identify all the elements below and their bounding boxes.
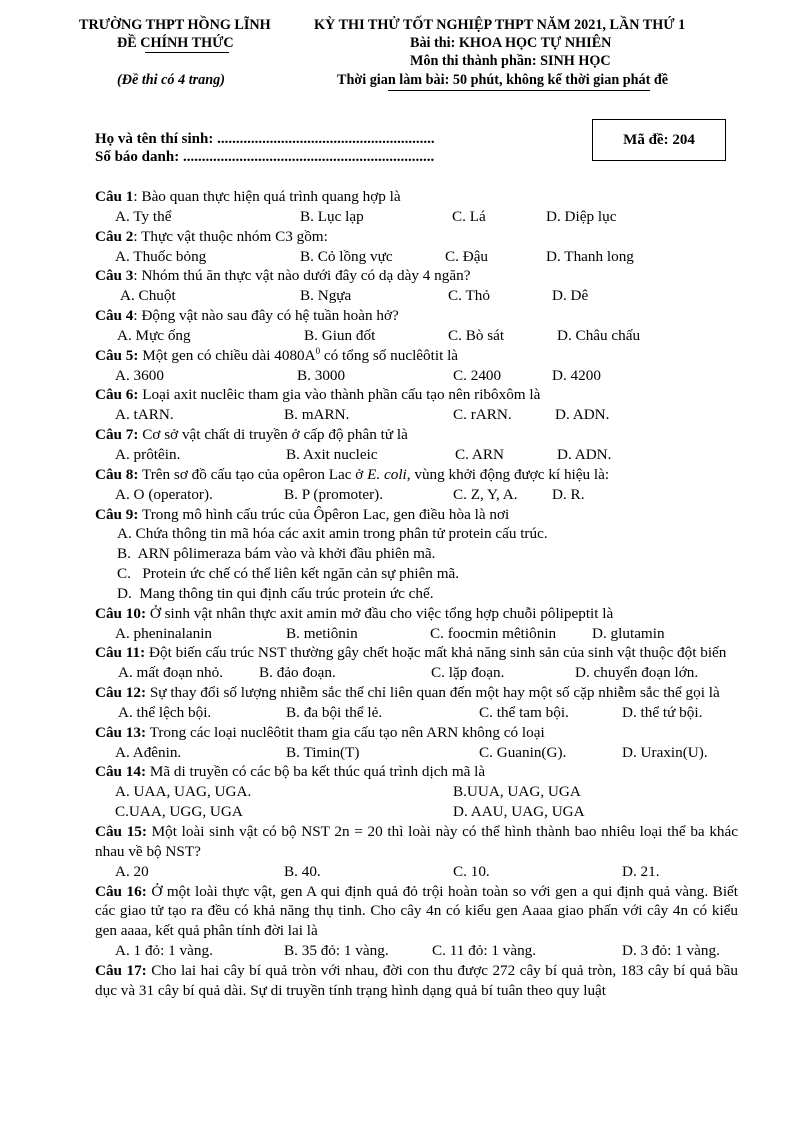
answer-option: C. thể tam bội. (479, 703, 569, 721)
option-row (95, 445, 738, 465)
answer-option: D. ADN. (557, 445, 612, 463)
question-text: Ở một loài thực vật, gen A qui định quả đỏ trội hoàn toàn so với gen a qui định quả vàng. Biết các giao tử tạo ra đều có khả năng thụ tinh. Cho cây 4n có kiểu gen Aaaa giao phấn với cây 4n có kiểu gen aaaa, kết quả phân tính đời lai là (95, 882, 738, 940)
answer-option: B. 40. (284, 862, 321, 880)
option-row (95, 247, 738, 267)
option-row (95, 624, 738, 644)
answer-option: B. metiônin (286, 624, 358, 642)
question-text: Bào quan thực hiện quá trình quang hợp là (141, 188, 401, 205)
answer-option: D. R. (552, 485, 585, 503)
question-text: Cơ sở vật chất di truyền ở cấp độ phân tử là (142, 426, 408, 444)
answer-option: D. 3 đỏ: 1 vàng. (622, 942, 720, 960)
answer-option: D. 21. (622, 862, 660, 880)
option-row (95, 326, 738, 346)
question-text: Loại axit nuclêic tham gia vào thành phần cấu tạo nên ribôxôm là (142, 386, 541, 404)
option-row (95, 802, 738, 822)
answer-option: A. Ty thể (115, 207, 172, 225)
question-item (95, 882, 738, 961)
answer-option: B. Giun đốt (304, 326, 376, 344)
answer-option: A. 20 (115, 862, 149, 880)
answer-option: C. rARN. (453, 406, 512, 424)
official-exam-label: ĐỀ CHÍNH THỨC (117, 35, 234, 51)
official-underline (145, 52, 229, 53)
question-label: Câu 13: (95, 723, 147, 741)
question-text: Đột biến cấu trúc NST thường gây chết hoặc mất khả năng sinh sản của sinh vật thuộc đột biến (149, 644, 727, 662)
option-row (95, 743, 738, 763)
question-stem (95, 683, 738, 703)
answer-option: C. Thỏ (448, 287, 490, 305)
answer-option: B. 3000 (297, 366, 346, 384)
answer-option: B. Ngựa (300, 287, 352, 305)
question-stem (95, 266, 738, 286)
question-text-tail: , vùng khởi động được kí hiệu là: (406, 465, 610, 483)
answer-option: B. Lục lạp (300, 207, 364, 225)
answer-option: D. Thanh long (546, 247, 634, 265)
exam-subject: Môn thi thành phần: SINH HỌC (410, 53, 611, 69)
answer-option: B. đa bội thể lẻ. (286, 703, 383, 721)
question-stem (95, 385, 738, 405)
question-label: Câu 12: (95, 684, 147, 702)
answer-option: A. Chứa thông tin mã hóa các axit amin trong phân tử protein cấu trúc. (117, 525, 548, 543)
question-stem (95, 425, 738, 445)
answer-option: A. O (operator). (115, 485, 213, 503)
question-stem (95, 604, 738, 624)
option-row (95, 782, 738, 802)
answer-option: C.UAA, UGG, UGA (115, 803, 243, 821)
answer-option: B.UUA, UAG, UGA (453, 783, 581, 801)
question-text: Cho lai hai cây bí quả tròn với nhau, đời con thu được 272 cây bí quả tròn, 183 cây bí quả bầu dục và 31 cây bí quả dài. Sự di truyền tính trạng hình dạng quả bí tuân theo quy luật (95, 961, 738, 999)
question-item (95, 683, 738, 723)
answer-option: D. Dê (552, 287, 589, 305)
question-italic: E. coli (367, 465, 407, 483)
question-separator: : (133, 227, 142, 245)
answer-option: D. chuyển đoạn lớn. (575, 664, 699, 682)
answer-option: D. glutamin (592, 624, 665, 642)
question-stem (95, 762, 738, 782)
answer-option: C. Z, Y, A. (453, 485, 518, 503)
option-row (95, 286, 738, 306)
answer-option: D. ADN. (555, 406, 610, 424)
answer-option: C. foocmin mêtiônin (430, 624, 557, 642)
question-label: Câu 5: (95, 346, 139, 364)
answer-option: A. 3600 (115, 366, 164, 384)
answer-option: A. 1 đỏ: 1 vàng. (115, 942, 213, 960)
question-label: Câu 7: (95, 426, 139, 444)
option-row (95, 703, 738, 723)
question-item (95, 762, 738, 822)
answer-option: A. Ađênin. (115, 743, 182, 761)
answer-option: A. tARN. (115, 406, 174, 424)
answer-option: D. Mang thông tin qui định cấu trúc protein ức chế. (117, 584, 434, 602)
option-row (95, 366, 738, 386)
question-stem (95, 306, 738, 326)
answer-option: C. 11 đỏ: 1 vàng. (432, 942, 537, 960)
candidate-id-field: Số báo danh: ................................................................... (95, 149, 435, 165)
option-row (95, 485, 738, 505)
exam-code: Mã đề: 204 (623, 131, 695, 148)
answer-option: C. Guanin(G). (479, 743, 567, 761)
question-text: Một loài sinh vật có bộ NST 2n = 20 thì loài này có thể hình thành bao nhiêu loại thể ba khác nhau về bộ NST? (95, 823, 739, 860)
answer-option: B. P (promoter). (284, 485, 383, 503)
question-label: Câu 8: (95, 465, 139, 483)
question-label: Câu 14: (95, 763, 147, 781)
question-text: Ở sinh vật nhân thực axit amin mở đầu cho việc tổng hợp chuỗi pôlipeptit là (149, 604, 614, 622)
question-text: Nhóm thú ăn thực vật nào dưới đây có dạ dày 4 ngăn? (141, 267, 471, 285)
question-separator: : (133, 267, 142, 285)
answer-option: D. thể tứ bội. (622, 703, 703, 721)
answer-option: D. Diệp lục (546, 207, 617, 225)
exam-duration: Thời gian làm bài: 50 phút, không kể thời gian phát đề (337, 72, 669, 88)
question-label: Câu 10: (95, 604, 147, 622)
question-stem (95, 822, 738, 862)
question-text: Trong mô hình cấu trúc của Ôpêron Lac, gen điều hòa là nơi (142, 505, 510, 523)
question-label: Câu 16: (95, 882, 147, 900)
question-stem (95, 961, 738, 1001)
question-stem (95, 882, 738, 942)
question-item (95, 306, 738, 346)
question-item (95, 425, 738, 465)
question-item (95, 723, 738, 763)
question-stem (95, 505, 738, 525)
pages-note: (Đề thi có 4 trang) (117, 72, 225, 88)
question-label: Câu 2 (95, 227, 134, 245)
exam-test-name: Bài thi: KHOA HỌC TỰ NHIÊN (410, 35, 612, 51)
question-text-tail: có tổng số nuclêôtit là (320, 346, 459, 364)
answer-option: C. 2400 (453, 366, 502, 384)
answer-option: B. Timin(T) (286, 743, 360, 761)
question-stem (95, 346, 738, 366)
option-row (95, 207, 738, 227)
answer-option: A. mất đoạn nhỏ. (118, 664, 224, 682)
candidate-name-field: Họ và tên thí sinh: .......................................................... (95, 131, 435, 147)
question-label: Câu 4 (95, 307, 134, 325)
answer-option: A. thể lệch bội. (118, 703, 212, 721)
exam-code-box (592, 119, 726, 161)
answer-option: D. Châu chấu (557, 326, 641, 344)
question-label: Câu 11: (95, 644, 146, 662)
question-superscript: 0 (315, 345, 321, 356)
answer-option: B. ARN pôlimeraza bám vào và khởi đầu phiên mã. (117, 545, 436, 563)
answer-option: B. đảo đoạn. (259, 664, 336, 682)
answer-option: D. AAU, UAG, UGA (453, 803, 585, 821)
answer-option: C. Protein ức chế có thể liên kết ngăn cản sự phiên mã. (117, 565, 460, 583)
question-text: Thực vật thuộc nhóm C3 gồm: (141, 227, 328, 245)
question-item (95, 643, 738, 683)
answer-option: C. lặp đoạn. (431, 664, 505, 682)
answer-option: B. 35 đỏ: 1 vàng. (284, 942, 389, 960)
duration-underline (388, 90, 650, 91)
question-stem (95, 465, 738, 485)
question-text: Trên sơ đồ cấu tạo của opêron Lac ở (142, 465, 368, 483)
answer-option: B. mARN. (284, 406, 350, 424)
question-label: Câu 6: (95, 386, 139, 404)
option-row (95, 405, 738, 425)
answer-option: B. Cỏ lồng vực (300, 247, 393, 265)
question-label: Câu 3 (95, 267, 134, 285)
answer-option: C. ARN (455, 445, 504, 463)
answer-option: A. Chuột (120, 287, 176, 305)
question-item (95, 465, 738, 505)
question-text: Mã di truyền có các bộ ba kết thúc quá trình dịch mã là (149, 763, 486, 781)
question-text: Một gen có chiều dài 4080A (142, 346, 316, 364)
exam-title: KỲ THI THỬ TỐT NGHIỆP THPT NĂM 2021, LẦN THỨ 1 (314, 17, 686, 33)
answer-option: D. 4200 (552, 366, 601, 384)
question-item (95, 346, 738, 386)
answer-option: B. Axit nucleic (286, 445, 378, 463)
question-label: Câu 9: (95, 505, 139, 523)
answer-option: C. Đậu (445, 247, 489, 265)
question-list (95, 187, 738, 1001)
question-label: Câu 15: (95, 823, 147, 840)
question-item (95, 505, 738, 604)
question-item (95, 266, 738, 306)
question-item (95, 385, 738, 425)
answer-option: D. Uraxin(U). (622, 743, 708, 761)
answer-option: C. Bò sát (448, 326, 505, 344)
question-separator: : (133, 307, 142, 325)
question-label: Câu 1 (95, 188, 134, 205)
question-stem (95, 723, 738, 743)
question-text: Động vật nào sau đây có hệ tuần hoàn hở? (141, 307, 399, 325)
question-stem (95, 227, 738, 247)
question-text: Trong các loại nuclêôtit tham gia cấu tạo nên ARN không có loại (149, 723, 545, 741)
answer-option: A. UAA, UAG, UGA. (115, 783, 252, 801)
question-item (95, 961, 738, 1001)
answer-option: A. Mực ống (117, 326, 191, 344)
option-row (95, 663, 738, 683)
answer-option: C. Lá (452, 207, 486, 225)
option-row (95, 862, 738, 882)
answer-option: A. prôtêin. (115, 445, 181, 463)
answer-option: A. Thuốc bỏng (115, 247, 207, 265)
question-stem (95, 643, 738, 663)
question-item (95, 822, 738, 882)
option-row (95, 941, 738, 961)
answer-option: A. pheninalanin (115, 624, 213, 642)
question-item (95, 227, 738, 267)
question-text: Sự thay đổi số lượng nhiễm sắc thể chỉ liên quan đến một hay một số cặp nhiễm sắc thể gọi là (149, 684, 720, 702)
question-stem (95, 187, 738, 207)
question-separator: : (133, 188, 142, 205)
question-item (95, 187, 738, 227)
question-label: Câu 17: (95, 961, 147, 979)
answer-option: C. 10. (453, 862, 490, 880)
question-item (95, 604, 738, 644)
school-name: TRƯỜNG THPT HỒNG LĨNH (79, 17, 271, 33)
